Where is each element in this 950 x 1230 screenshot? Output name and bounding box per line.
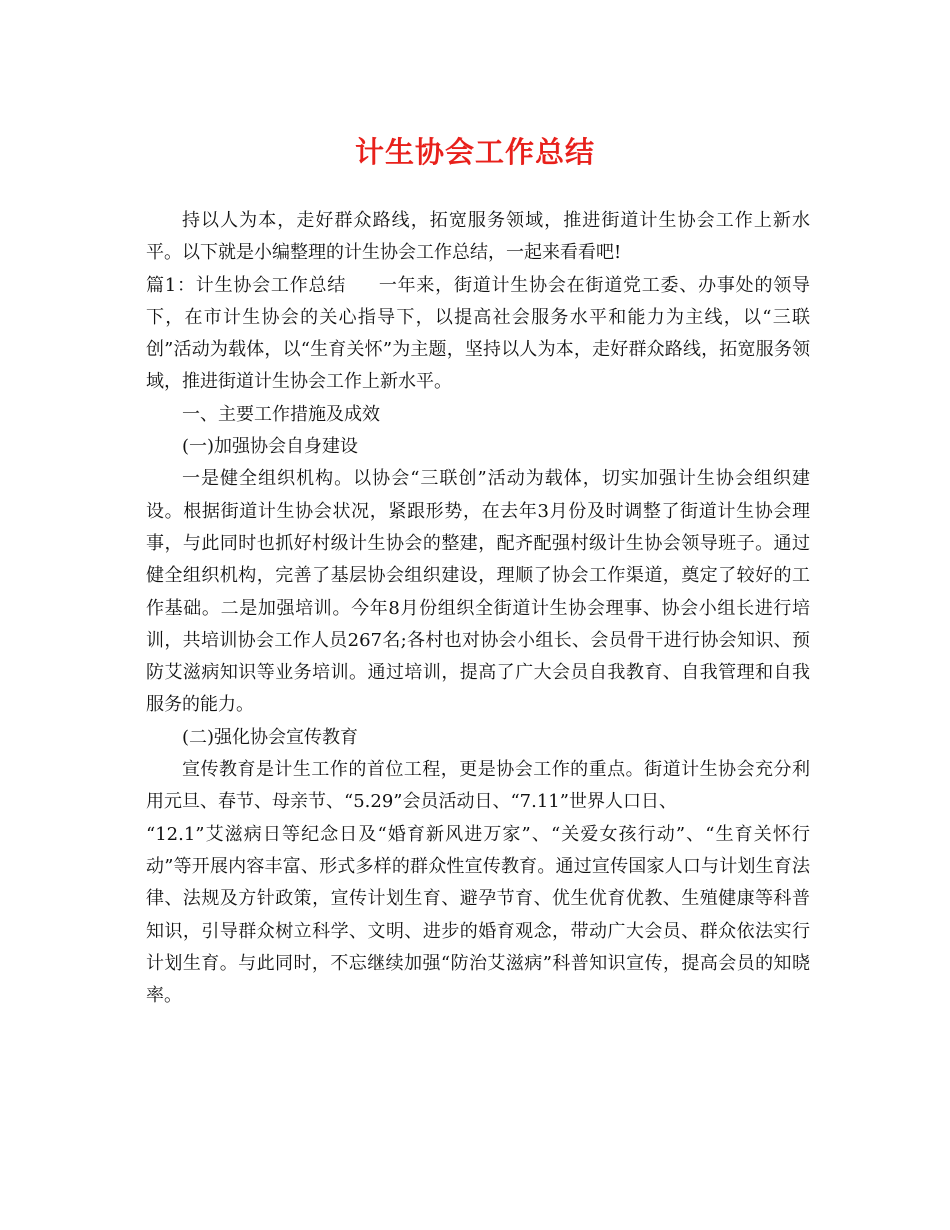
sub1-heading: (一)加强协会自身建设 xyxy=(182,436,359,458)
document-title: 计生协会工作总结 xyxy=(354,135,595,169)
article-intro-text: 一年来，街道计生协会在街道党工委、办事处的领导下，在市计生协会的关心指导下，以提高社会服务水平和能力为主线，以“三联创”活动为载体，以“生育关怀”为主题，坚持以人为本，走好群众路线，拓宽服务领域，推进街道计生协会工作上新水平。 xyxy=(146,274,811,393)
section1-heading: 一、主要工作措施及成效 xyxy=(182,403,380,425)
article-label: 篇1：计生协会工作总结 xyxy=(146,274,347,296)
sub2-heading: (二)强化协会宣传教育 xyxy=(182,726,359,748)
sub2-body-b: “12.1”艾滋病日等纪念日及“婚育新风进万家”、“关爱女孩行动”、“生育关怀行动”等开展内容丰富、形式多样的群众性宣传教育。通过宣传国家人口与计划生育法律、法规及方针政策，宣传计划生育、避孕节育、优生优育优教、生殖健康等科普知识，引导群众树立科学、文明、进步的婚育观念，带动广大会员、群众依法实行计划生育。与此同时，不忘继续加强“防治艾滋病”科普知识宣传，提高会员的知晓率。 xyxy=(146,823,810,1007)
document-body xyxy=(146,205,810,1012)
intro-paragraph: 持以人为本，走好群众路线，拓宽服务领域，推进街道计生协会工作上新水平。以下就是小编整理的计生协会工作总结，一起来看看吧! xyxy=(146,210,810,264)
article-intro-paragraph xyxy=(146,270,810,399)
sub2-body-a: 宣传教育是计生工作的首位工程，更是协会工作的重点。街道计生协会充分利用元旦、春节、母亲节、“5.29”会员活动日、“7.11”世界人口日、 xyxy=(146,759,810,813)
sub1-body: 一是健全组织机构。以协会“三联创”活动为载体，切实加强计生协会组织建设。根据街道计生协会状况，紧跟形势，在去年3月份及时调整了街道计生协会理事，与此同时也抓好村级计生协会的整建，配齐配强村级计生协会领导班子。通过健全组织机构，完善了基层协会组织建设，理顺了协会工作渠道，奠定了较好的工作基础。二是加强培训。今年8月份组织全街道计生协会理事、协会小组长进行培训，共培训协会工作人员267名;各村也对协会小组长、会员骨干进行协会知识、预防艾滋病知识等业务培训。通过培训，提高了广大会员自我教育、自我管理和自我服务的能力。 xyxy=(146,468,810,716)
